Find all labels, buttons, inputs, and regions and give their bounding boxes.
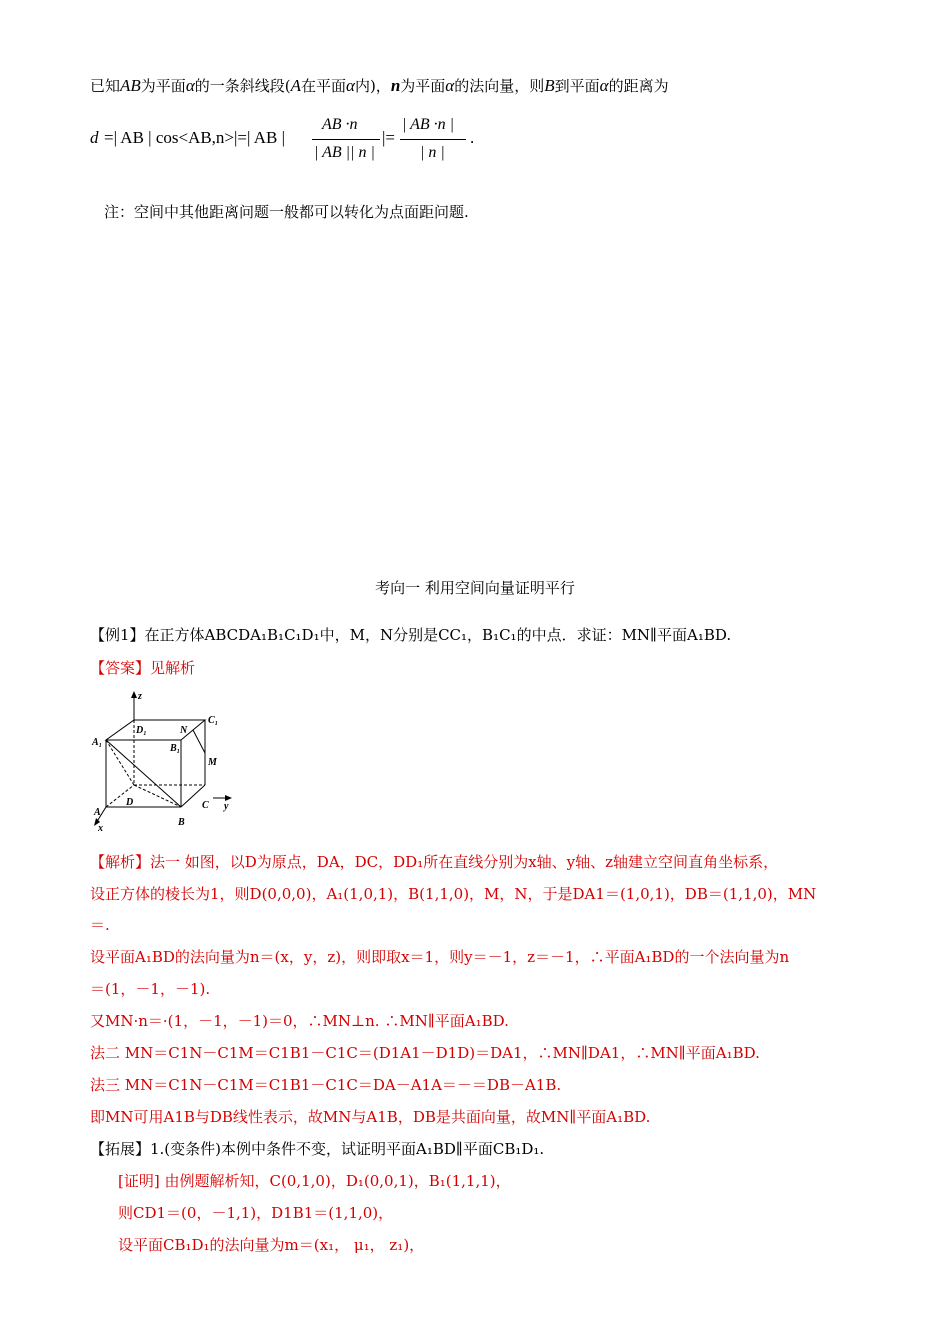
- solution-line: ＝.: [90, 916, 110, 934]
- extension-line: [证明] 由例题解析知，C(0,1,0)，D₁(0,0,1)，B₁(1,1,1)，: [118, 1172, 511, 1190]
- formula-num2: | AB ·n |: [402, 116, 455, 133]
- label-y: y: [224, 801, 229, 812]
- solution-line: 法二 MN＝C1N－C1M＝C1B1－C1C＝(D1A1－D1D)＝DA1，∴MN∥DA1，∴MN∥平面A₁BD.: [90, 1044, 760, 1062]
- z-arrow: [131, 691, 137, 698]
- distance-formula: [90, 112, 590, 172]
- label-d: D: [126, 797, 134, 808]
- segment-mn: [193, 730, 205, 753]
- formula-den2: | n |: [420, 144, 445, 161]
- solution-line: 即MN可用A1B与DB线性表示，故MN与A1B，DB是共面向量，故MN∥平面A₁BD.: [90, 1108, 651, 1126]
- hidden-edge: [134, 785, 181, 807]
- solution-line: 【解析】法一 如图，以D为原点，DA，DC，DD₁所在直线分别为x轴、y轴、z轴建立空间直角坐标系，: [90, 853, 779, 871]
- label-c1: C₁: [208, 715, 219, 726]
- label-b: B: [178, 817, 185, 828]
- formula-num1: AB ·n: [322, 116, 358, 133]
- cube-top-face: [106, 720, 205, 740]
- label-n: N: [180, 725, 188, 736]
- cube-figure: [88, 685, 248, 835]
- solution-line: ＝(1，－1，－1).: [90, 980, 211, 998]
- label-m: M: [208, 757, 217, 768]
- label-a: A: [94, 807, 101, 818]
- formula-lhs: d: [90, 128, 99, 147]
- extension-line: 设平面CB₁D₁的法向量为m＝(x₁， μ₁， z₁)，: [118, 1236, 425, 1254]
- solution-line: 设正方体的棱长为1，则D(0,0,0)，A₁(1,0,1)，B(1,1,0)，M，N，于是DA1＝(1,0,1)，DB＝(1,1,0)，MN: [90, 885, 817, 903]
- section-title: 考向一 利用空间向量证明平行: [375, 579, 575, 597]
- fraction-bar: [312, 139, 380, 140]
- formula-eq1: =| AB | cos<AB,n>|=| AB |: [104, 128, 285, 147]
- answer-label: 【答案】见解析: [90, 659, 196, 677]
- hidden-edge: [106, 740, 134, 785]
- formula-eq2: |=: [382, 128, 395, 147]
- solution-line: 又MN·n＝·(1，－1，－1)＝0，∴MN⊥n. ∴MN∥平面A₁BD.: [90, 1012, 509, 1030]
- label-c: C: [202, 800, 209, 811]
- solution-line: 法三 MN＝C1N－C1M＝C1B1－C1C＝DA－A1A＝－＝DB－A1B.: [90, 1076, 562, 1094]
- formula-den1: | AB || n |: [314, 144, 375, 161]
- label-a1: A₁: [92, 737, 103, 748]
- intro-paragraph: 已知AB为平面α的一条斜线段(A在平面α内)，n为平面α的法向量，则B到平面α的距离为: [90, 76, 669, 95]
- label-d1: D₁: [136, 725, 147, 736]
- formula-end: .: [470, 128, 475, 147]
- extension-line: 则CD1＝(0，－1,1)，D1B1＝(1,1,0)，: [118, 1204, 394, 1222]
- example-question: 【例1】在正方体ABCDA₁B₁C₁D₁中，M，N分别是CC₁，B₁C₁的中点．求证：MN∥平面A₁BD.: [90, 626, 732, 644]
- label-z: z: [138, 691, 142, 702]
- label-b1: B₁: [170, 743, 181, 754]
- extension-title: 【拓展】1.(变条件)本例中条件不变，试证明平面A₁BD∥平面CB₁D₁.: [90, 1140, 545, 1158]
- fraction-bar: [400, 139, 466, 140]
- note-text: 注：空间中其他距离问题一般都可以转化为点面距问题.: [104, 203, 469, 221]
- label-x: x: [98, 823, 103, 834]
- solution-line: 设平面A₁BD的法向量为n＝(x，y，z)，则即取x＝1，则y＝－1，z＝－1，∴平面A₁BD的一个法向量为n: [90, 948, 790, 966]
